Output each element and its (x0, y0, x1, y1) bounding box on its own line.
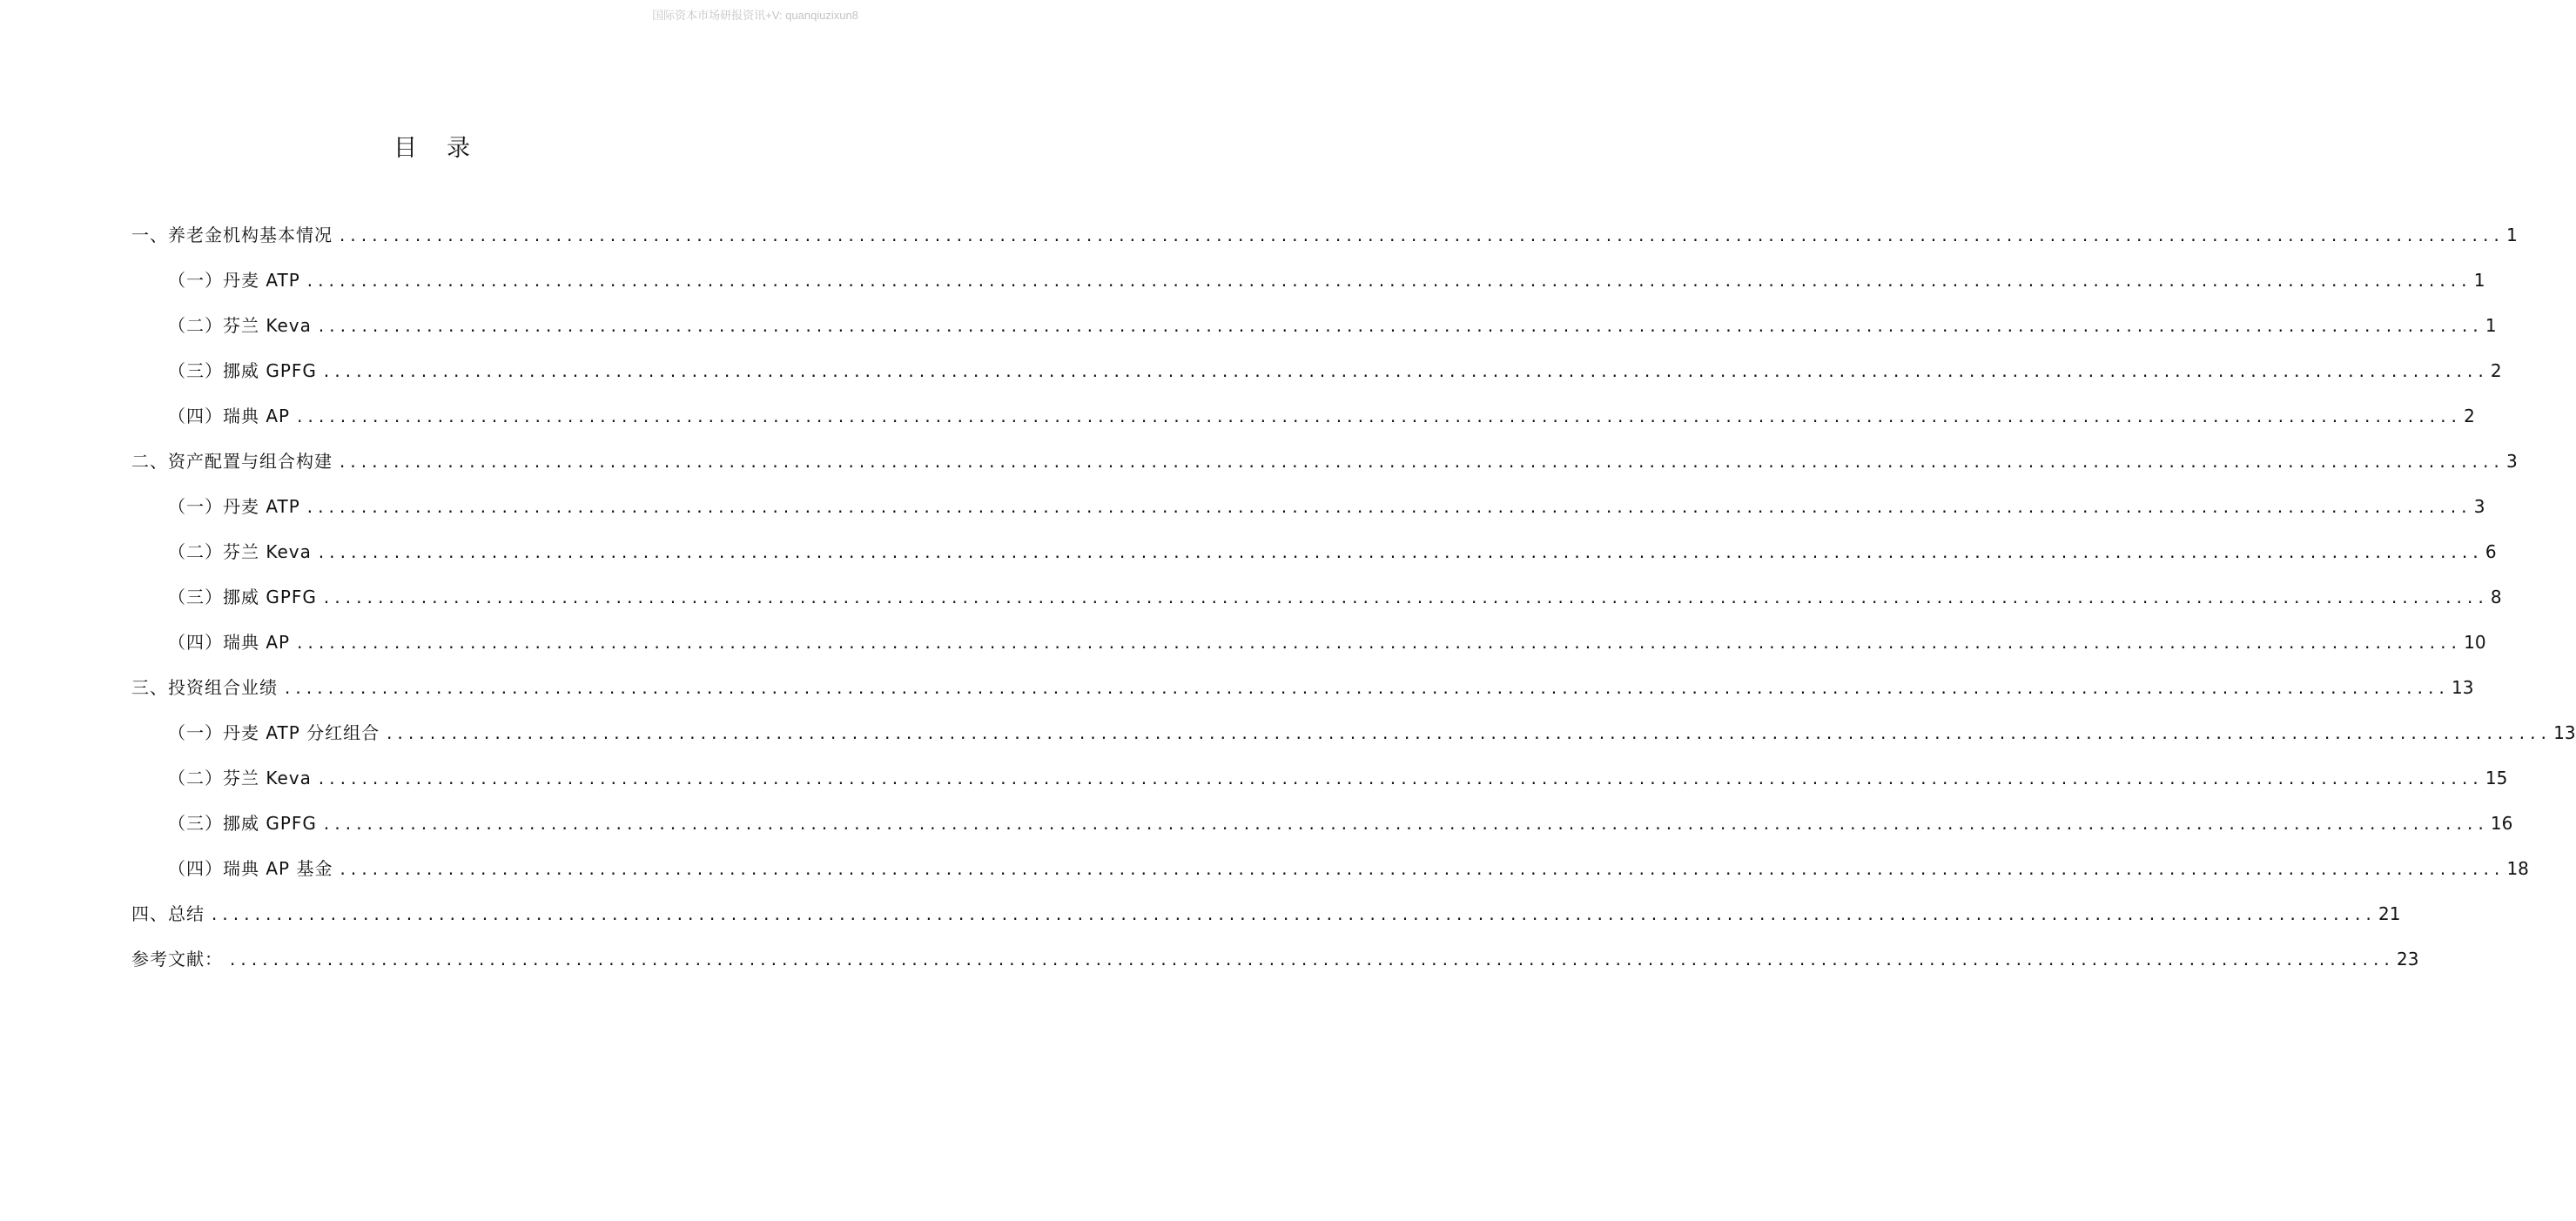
toc-entry-page-number: 3 (2505, 451, 2518, 472)
toc-leader-dots: ........................................................................................................................................................................................................ (283, 681, 2448, 698)
toc-entry-page-number: 13 (2451, 677, 2474, 698)
toc-entry[interactable] (131, 350, 2502, 395)
toc-entry-label: 二、资产配置与组合构建 (131, 451, 333, 472)
toc-entry[interactable] (131, 531, 2497, 576)
toc-entry-label: （四）瑞典 AP 基金 (168, 858, 333, 879)
toc-entry[interactable] (131, 395, 2475, 440)
toc-leader-dots: ........................................................................................................................................................................................................ (338, 454, 2503, 472)
toc-leader-dots: ........................................................................................................................................................................................................ (321, 816, 2487, 834)
toc-entry[interactable] (131, 486, 2485, 531)
toc-entry-label: （二）芬兰 Keva (168, 768, 312, 788)
toc-entry-page-number: 1 (2485, 315, 2497, 336)
toc-entry-page-number: 1 (2505, 225, 2518, 245)
toc-entry[interactable] (131, 712, 2576, 757)
toc-entry-label: （三）挪威 GPFG (168, 360, 317, 381)
toc-leader-dots: ........................................................................................................................................................................................................ (210, 907, 2375, 924)
toc-leader-dots: ........................................................................................................................................................................................................ (338, 228, 2503, 245)
toc-entry-page-number: 2 (2464, 406, 2475, 426)
toc-leader-dots: ........................................................................................................................................................................................................ (338, 862, 2504, 879)
toc-entry-label: 一、养老金机构基本情况 (131, 225, 333, 245)
toc-entry-label: （一）丹麦 ATP (168, 496, 300, 517)
toc-entry-page-number: 16 (2490, 813, 2513, 834)
toc-entry-label: 三、投资组合业绩 (131, 677, 278, 698)
toc-entry-page-number: 15 (2485, 768, 2508, 788)
toc-leader-dots: ........................................................................................................................................................................................................ (295, 635, 2461, 653)
toc-leader-dots: ........................................................................................................................................................................................................ (321, 364, 2487, 381)
toc-entry-label: （一）丹麦 ATP (168, 270, 300, 291)
toc-entry[interactable] (131, 848, 2529, 893)
toc-entry[interactable] (131, 440, 2518, 486)
toc-entry-page-number: 6 (2485, 541, 2497, 562)
toc-entry-label: （四）瑞典 AP (168, 406, 291, 426)
toc-entry-label: （二）芬兰 Keva (168, 315, 312, 336)
toc-entry-label: （三）挪威 GPFG (168, 587, 317, 607)
toc-leader-dots: ........................................................................................................................................................................................................ (385, 726, 2551, 743)
toc-entry-label: 参考文献： (131, 949, 223, 969)
page-title: 目录 (393, 135, 500, 162)
toc-entry-label: （二）芬兰 Keva (168, 541, 312, 562)
watermark-text: 国际资本市场研报资讯+V: quanqiuzixun8 (652, 9, 858, 22)
toc-entry[interactable] (131, 938, 2419, 983)
toc-leader-dots: ........................................................................................................................................................................................................ (305, 500, 2471, 517)
toc-leader-dots: ........................................................................................................................................................................................................ (228, 952, 2393, 969)
toc-entry[interactable] (131, 576, 2502, 621)
toc-entry[interactable] (131, 621, 2486, 667)
toc-leader-dots: ........................................................................................................................................................................................................ (305, 273, 2471, 291)
toc-entry[interactable] (131, 305, 2497, 350)
toc-entry-page-number: 8 (2490, 587, 2502, 607)
toc-entry-label: （一）丹麦 ATP 分红组合 (168, 722, 380, 743)
toc-entry-label: 四、总结 (131, 903, 205, 924)
toc-entry-page-number: 10 (2464, 632, 2486, 653)
toc-leader-dots: ........................................................................................................................................................................................................ (316, 545, 2482, 562)
toc-entry[interactable] (131, 893, 2401, 938)
toc-entry[interactable] (131, 757, 2508, 802)
toc-leader-dots: ........................................................................................................................................................................................................ (295, 409, 2461, 426)
toc-entry[interactable] (131, 259, 2485, 305)
toc-entry-page-number: 2 (2490, 360, 2502, 381)
toc-leader-dots: ........................................................................................................................................................................................................ (316, 319, 2482, 336)
toc-entry-page-number: 23 (2396, 949, 2419, 969)
toc-entry-page-number: 13 (2553, 722, 2576, 743)
toc-leader-dots: ........................................................................................................................................................................................................ (316, 771, 2482, 788)
toc-entry[interactable] (131, 214, 2518, 259)
toc-entry-label: （三）挪威 GPFG (168, 813, 317, 834)
toc-entry-page-number: 18 (2506, 858, 2529, 879)
toc-entry-page-number: 21 (2378, 903, 2401, 924)
toc-entry-page-number: 1 (2473, 270, 2485, 291)
toc-leader-dots: ........................................................................................................................................................................................................ (321, 590, 2487, 607)
toc-entry-page-number: 3 (2473, 496, 2485, 517)
toc-entry[interactable] (131, 802, 2513, 848)
toc-entry[interactable] (131, 667, 2474, 712)
table-of-contents (131, 214, 2576, 983)
toc-entry-label: （四）瑞典 AP (168, 632, 291, 653)
